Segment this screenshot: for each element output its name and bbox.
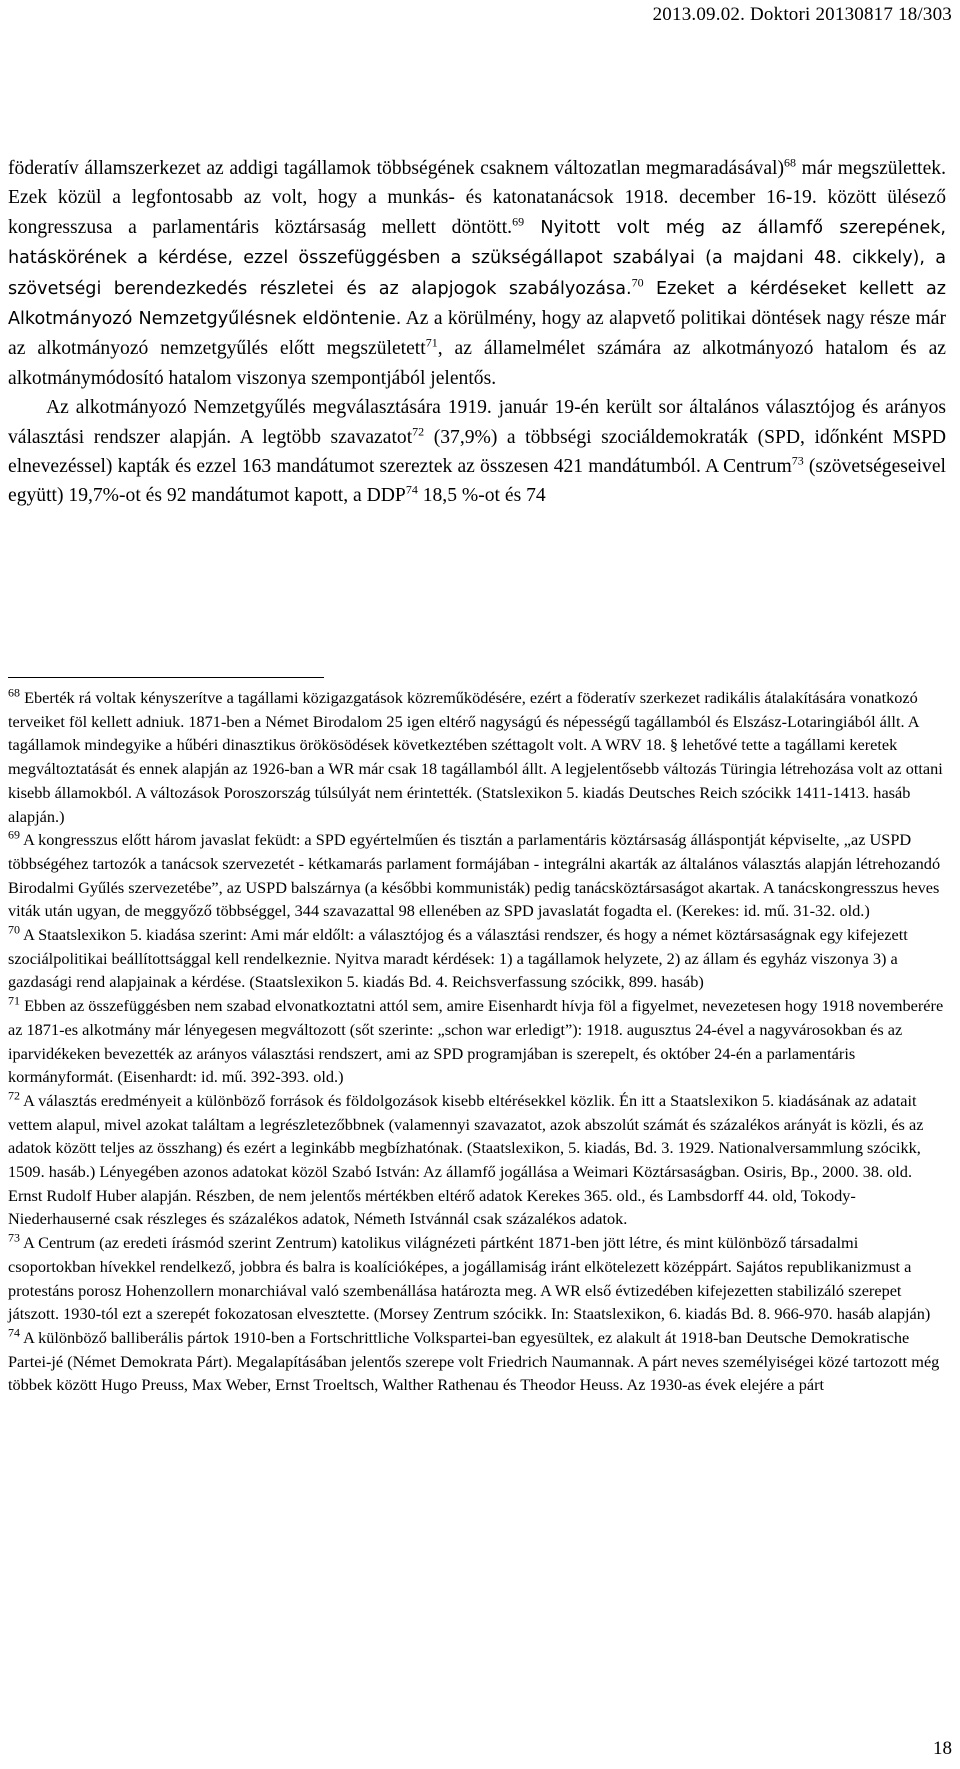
footnote-72 [8, 1089, 946, 1231]
footnote-68 [8, 686, 946, 828]
text-run: Ezeket a kérdéseket kellett az Alkotmányozó Nemzetgyűlésnek eldöntenie. [8, 278, 946, 330]
footnote-74 [8, 1326, 946, 1397]
footnote-text: A kongresszus előtt három javaslat feküdt: a SPD egyértelműen és tisztán a parlamentáris köztársaság álláspontját képviselte, „az USPD többségéhez tartozók a tanácsok szervezetét - kétkamarás parlament formájában - integrálni akarták az általános választás alapján létrehozandó Birodalmi Gyűlés szervezetébe”, az USPD balszárnya (a későbbi kommunisták) pedig tanácsköztársaságot akartak. A tanácskongresszus heves viták után ugyan, de meggyőző többséggel, 344 szavazattal 98 ellenében az SPD javaslatát fogadta el. (Kerekes: id. mű. 31-32. old.) [8, 830, 941, 921]
footnote-number: 70 [8, 922, 20, 937]
text-run: Az a körülmény, hogy az alapvető politikai döntések nagy része már az alkotmányozó nemzetgyűlés előtt megszületett [8, 308, 947, 360]
footnote-number: 73 [8, 1230, 20, 1245]
footnote-text: Ebben az összefüggésben nem szabad elvonatkoztatni attól sem, amire Eisenhardt hívja föl a figyelmet, nevezetesen hogy 1918 novemberére az 1871-es alkotmány már lényegesen megváltozott (sőt szerinte: „schon war erledigt”): 1918. augusztus 24-ével a nagyvárosokban és az iparvidékeken bevezették az arányos választási rendszert, ami az SPD programjában is szerepelt, és október 24-én a parlamentáris kormányformát. (Eisenhardt: id. mű. 392-393. old.) [8, 996, 944, 1087]
footnote-number: 71 [8, 993, 20, 1008]
footnote-text: Eberték rá voltak kényszerítve a tagállami közigazgatások közreműködésére, ezért a föderatív szerkezet radikális átalakítására vonatkozó terveiket föl kellett adniuk. 1871-ben a Német Birodalom 25 igen eltérő nagyságú és népességű tagállamból és Elszász-Lotaringiából állt. A tagállamok mindegyike a hűbéri dinasztikus örökösödések következtében széttagolt volt. A WRV 18. § lehetővé tette a tagállami keretek megváltoztatását és ennek alapján az 1926-ban a WR már csak 18 tagállamból állt. A legjelentősebb változás Türingia létrehozása volt az ottani kisebb államokból. A változások Poroszország túlsúlyát nem érintették. (Statslexikon 5. kiadás Deutsches Reich szócikk 1411-1413. hasáb alapján.) [8, 688, 943, 826]
footnote-73 [8, 1231, 946, 1326]
footnote-ref-70[interactable]: 70 [631, 275, 644, 290]
footnote-ref-68[interactable]: 68 [784, 155, 797, 170]
footnote-70 [8, 923, 946, 994]
footnote-text: A Centrum (az eredeti írásmód szerint Zentrum) katolikus világnézeti pártként 1871-ben jött létre, és mint különböző társadalmi csoportokban hívekkel rendelkező, jobbra és balra is koalícióképes, a jogállamiság iránt elkötelezett középpárt. Sajátos republikanizmust a protestáns porosz Hohenzollern monarchiával való szembenállása határozta meg. A WR első évtizedében kifejezetten stabilizáló szerepet játszott. 1930-tól ezt a szerepét fokozatosan elvesztette. (Morsey Zentrum szócikk. In: Staatslexikon, 6. kiadás Bd. 8. 966-970. hasáb alapján) [8, 1233, 931, 1324]
text-run: már megszülettek. Ezek közül a legfontosabb az volt, hogy a munkás- és katonatanácsok 1918. december 16-19. között ülésező kongresszusa a parlamentáris köztársaság mellett döntött. [8, 158, 946, 238]
text-run: Az alkotmányozó Nemzetgyűlés megválasztására 1919. január 19-én került sor általános választójog és arányos választási rendszer alapján. A legtöbb szavazatot [8, 397, 946, 448]
footnote-number: 72 [8, 1088, 20, 1103]
footnote-text: A Staatslexikon 5. kiadása szerint: Ami már eldőlt: a választójog és a választási rendszer, és hogy a német köztársaságnak egy kifejezett szociálpolitikai beállítottsággal kell rendelkeznie. Nyitva maradt kérdések: 1) a tagállamok helyzete, 2) az állam és egyház viszonya 3) a gazdasági rend alapjainak a kérdése. (Staatslexikon 5. kiadás Bd. 4. Reichsverfassung szócikk, 899. hasáb) [8, 925, 908, 992]
footnote-ref-71[interactable]: 71 [425, 335, 438, 350]
footnote-text: A különböző balliberális pártok 1910-ben a Fortschrittliche Volkspartei-ban egyesültek, ez alakult át 1918-ban Deutsche Demokratische Partei-jé (Német Demokrata Párt). Megalapításában jelentős szerepe volt Friedrich Naumannak. A párt neves személyiségei közé tartozott még többek között Hugo Preuss, Max Weber, Ernst Troeltsch, Walther Rathenau és Theodor Heuss. Az 1930-as évek elejére a párt [8, 1327, 940, 1395]
footnote-number: 69 [8, 827, 20, 842]
footnote-separator [8, 677, 324, 678]
text-run: , az államelmélet számára az alkotmányozó hatalom és az alkotmánymódosító hatalom viszonya szempontjából jelentős. [8, 338, 946, 389]
footnote-text: A választás eredményeit a különböző források és földolgozások kisebb eltérésekkel közlik. Én itt a Staatslexikon 5. kiadásának az adatait vettem alapul, mivel azokat találtam a legrészletezőbbnek (valamennyi szavazatot, azok abszolút számát és százalékos arányát is közli, és az adatok között teljes az összhang) és ezért a leginkább megbízhatónak. (Staatslexikon, 5. kiadás, Bd. 3. 1929. Nationalversammlung szócikk, 1509. hasáb.) Lényegében azonos adatokat közöl Szabó István: Az államfő jogállása a Weimari Köztársaságban. Osiris, Bp., 2000. 38. old. Ernst Rudolf Huber alapján. Részben, de nem jelentős mértékben eltérő adatok Kerekes 365. old., és Lambsdorff 44. old, Tokody-Niederhauserné csak részleges és százalékos adatok, Németh Istvánnál csak százalékos adatok. [8, 1090, 924, 1229]
paragraph-2 [8, 393, 946, 511]
text-run: (37,9%) a többségi szociáldemokraták (SPD, időnként MSPD elnevezéssel) kapták és ezzel 163 mandátumot szereztek az összesen 421 mandátumból. A Centrum [8, 426, 946, 478]
text-run: 18,5 %-ot és 74 [417, 485, 546, 507]
page-number: 18 [933, 1738, 952, 1759]
text-run: Nyitott volt még az államfő szerepének, hatáskörének a kérdése, ezzel összefüggésben a szükségállapot szabályai (a majdani 48. cikkely), a szövetségi berendezkedés részletei és az alapjogok szabályozása. [8, 217, 947, 299]
page-header: 2013.09.02. Doktori 20130817 18/303 [652, 4, 952, 25]
footnote-ref-73[interactable]: 73 [791, 453, 804, 468]
text-run: (szövetségeseivel együtt) 19,7%-ot és 92 mandátumot kapott, a DDP [8, 456, 946, 507]
text-run: föderatív államszerkezet az addigi tagállamok többségének csaknem változatlan megmaradásával) [8, 158, 785, 179]
footnote-71 [8, 994, 946, 1089]
footnote-69 [8, 828, 946, 923]
footnote-ref-74[interactable]: 74 [405, 482, 418, 497]
footnote-ref-72[interactable]: 72 [412, 424, 425, 439]
footnote-ref-69[interactable]: 69 [512, 214, 525, 229]
footnote-number: 68 [8, 685, 20, 700]
footnotes [8, 686, 946, 1397]
paragraph-1 [8, 154, 946, 393]
main-text [8, 154, 946, 511]
footnote-number: 74 [8, 1325, 20, 1340]
